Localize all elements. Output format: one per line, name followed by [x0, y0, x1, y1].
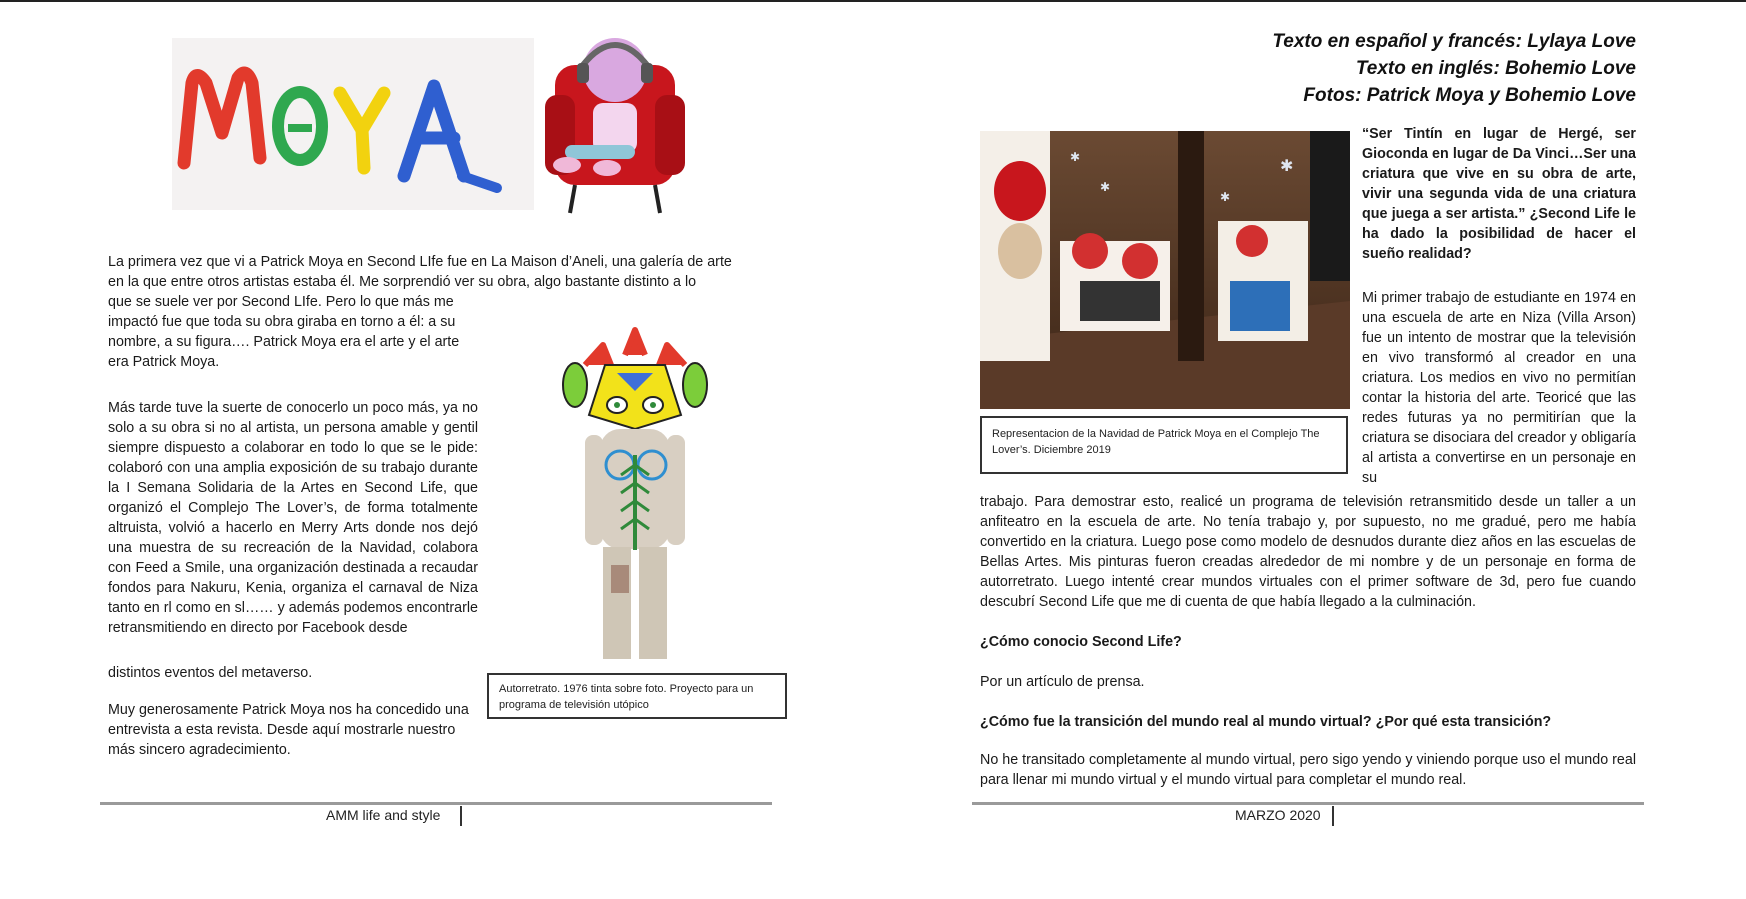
paragraph-collaboration: Más tarde tuve la suerte de conocerlo un poco más, ya no solo a su obra si no al artista, un persona amable y gentil siempre dispuesto a colaborar en todo lo que se le pide: colaboró con una amplia exposición de su trabajo durante la I Semana Solidaria de la Artes en Second Life, que organizó el Complejo The Lover’s, de forma totalmente altruista, volvió a hacerlo en Merry Arts donde nos dejó una muestra de su recreación de la Navidad, colabora con Feed a Smile, una organización destinada a recaudar fondos para Nakuru, Kenia, organiza el carnaval de Niza tanto en rl como en sl…… y además podemos encontrarle retransmitiendo en directo por Facebook desde	[108, 400, 478, 636]
moya-logo	[172, 38, 534, 210]
svg-text:✱: ✱	[1070, 150, 1081, 164]
credit-english: Texto en inglés: Bohemio Love	[1355, 58, 1636, 79]
svg-text:MOYA: MOYA	[182, 203, 185, 204]
christmas-scene-photo	[980, 131, 1350, 409]
interview-question-1: “Ser Tintín en lugar de Hergé, ser Gioconda en lugar de Da Vinci…Ser una criatura que vive en su obra de arte, vivir una segunda vida de una criatura que juega a ser artista.” ¿Second Life le ha dado la posibilidad de hacer el sueño realidad?	[1362, 126, 1636, 262]
credits	[1272, 28, 1636, 109]
svg-text:✱: ✱	[1280, 158, 1294, 175]
right-footer-label: MARZO 2020	[1235, 807, 1321, 823]
interview-question-2: ¿Cómo conocio Second Life?	[980, 634, 1182, 650]
intro-line-1: La primera vez que vi a Patrick Moya en Second LIfe fue en La Maison d’Aneli, una galería de arte	[108, 254, 732, 270]
answer-2: Por un artículo de prensa.	[980, 674, 1145, 690]
right-footer-rule	[972, 802, 1644, 805]
christmas-photo-caption: Representacion de la Navidad de Patrick Moya en el Complejo The Lover’s. Diciembre 2019	[980, 416, 1348, 474]
svg-text:✱: ✱	[1100, 180, 1111, 194]
self-portrait-caption: Autorretrato. 1976 tinta sobre foto. Proyecto para un programa de televisión utópico	[487, 673, 787, 719]
paragraph-collaboration-end: distintos eventos del metaverso.	[108, 665, 313, 681]
intro-line-2: en la que entre otros artistas estaba él. Me sorprendió ver su obra, algo bastante distinto a lo	[108, 274, 697, 290]
moya-logo-art	[172, 38, 534, 210]
svg-text:✱: ✱	[1220, 190, 1231, 204]
left-footer-divider	[460, 806, 462, 826]
avatar-in-chair-illustration	[535, 25, 695, 215]
answer-1-full: trabajo. Para demostrar esto, realicé un programa de televisión retransmitido desde un taller a un anfiteatro en la escuela de arte. No tenía trabajo y, por supuesto, no me gradué, pero me había convertido en la criatura. Luego pose como modelo de desnudos durante diez años en las escuelas de Bellas Artes. Mis pinturas fueron creadas alrededor de mi nombre y de un personaje en forma de autorretrato. Luego intenté crear mundos virtuales con el primer software de 3d, pero fue cuando descubrí Second Life que me di cuenta de que había llegado a la culminación.	[980, 494, 1636, 610]
credit-spanish-french: Texto en español y francés: Lylaya Love	[1272, 31, 1636, 52]
interview-question-3: ¿Cómo fue la transición del mundo real al mundo virtual? ¿Por qué esta transición?	[980, 714, 1552, 730]
intro-paragraph	[108, 252, 768, 292]
self-portrait-figure	[555, 325, 715, 660]
answer-1-narrow: Mi primer trabajo de estudiante en 1974 en una escuela de arte en Niza (Villa Arson) fue un intento de mostrar que la televisión en vivo transformó al creador en una criatura. Los medios en vivo no permitían contar la historia del arte. Teoricé que las redes futuras ya no permitirían que la criatura se disociara del creador y obligaría al artista a convertirse en un personaje en su	[1362, 290, 1636, 486]
paragraph-thanks: Muy generosamente Patrick Moya nos ha concedido una entrevista a esta revista. Desde aquí mostrarle nuestro más sincero agradecimiento.	[108, 702, 469, 758]
left-footer-rule	[100, 802, 772, 805]
left-footer-label: AMM life and style	[326, 807, 441, 823]
answer-3: No he transitado completamente al mundo virtual, pero sigo yendo y viniendo porque uso el mundo real para llenar mi mundo virtual y el mundo virtual para completar el mundo real.	[980, 752, 1636, 788]
right-footer-divider	[1332, 806, 1334, 826]
intro-paragraph-narrow: que se suele ver por Second LIfe. Pero lo que más me impactó fue que toda su obra giraba en torno a él: a su nombre, a su figura…. Patrick Moya era el arte y el arte era Patrick Moya.	[108, 294, 460, 370]
top-rule	[0, 0, 1746, 2]
credit-photos: Fotos: Patrick Moya y Bohemio Love	[1303, 85, 1636, 106]
